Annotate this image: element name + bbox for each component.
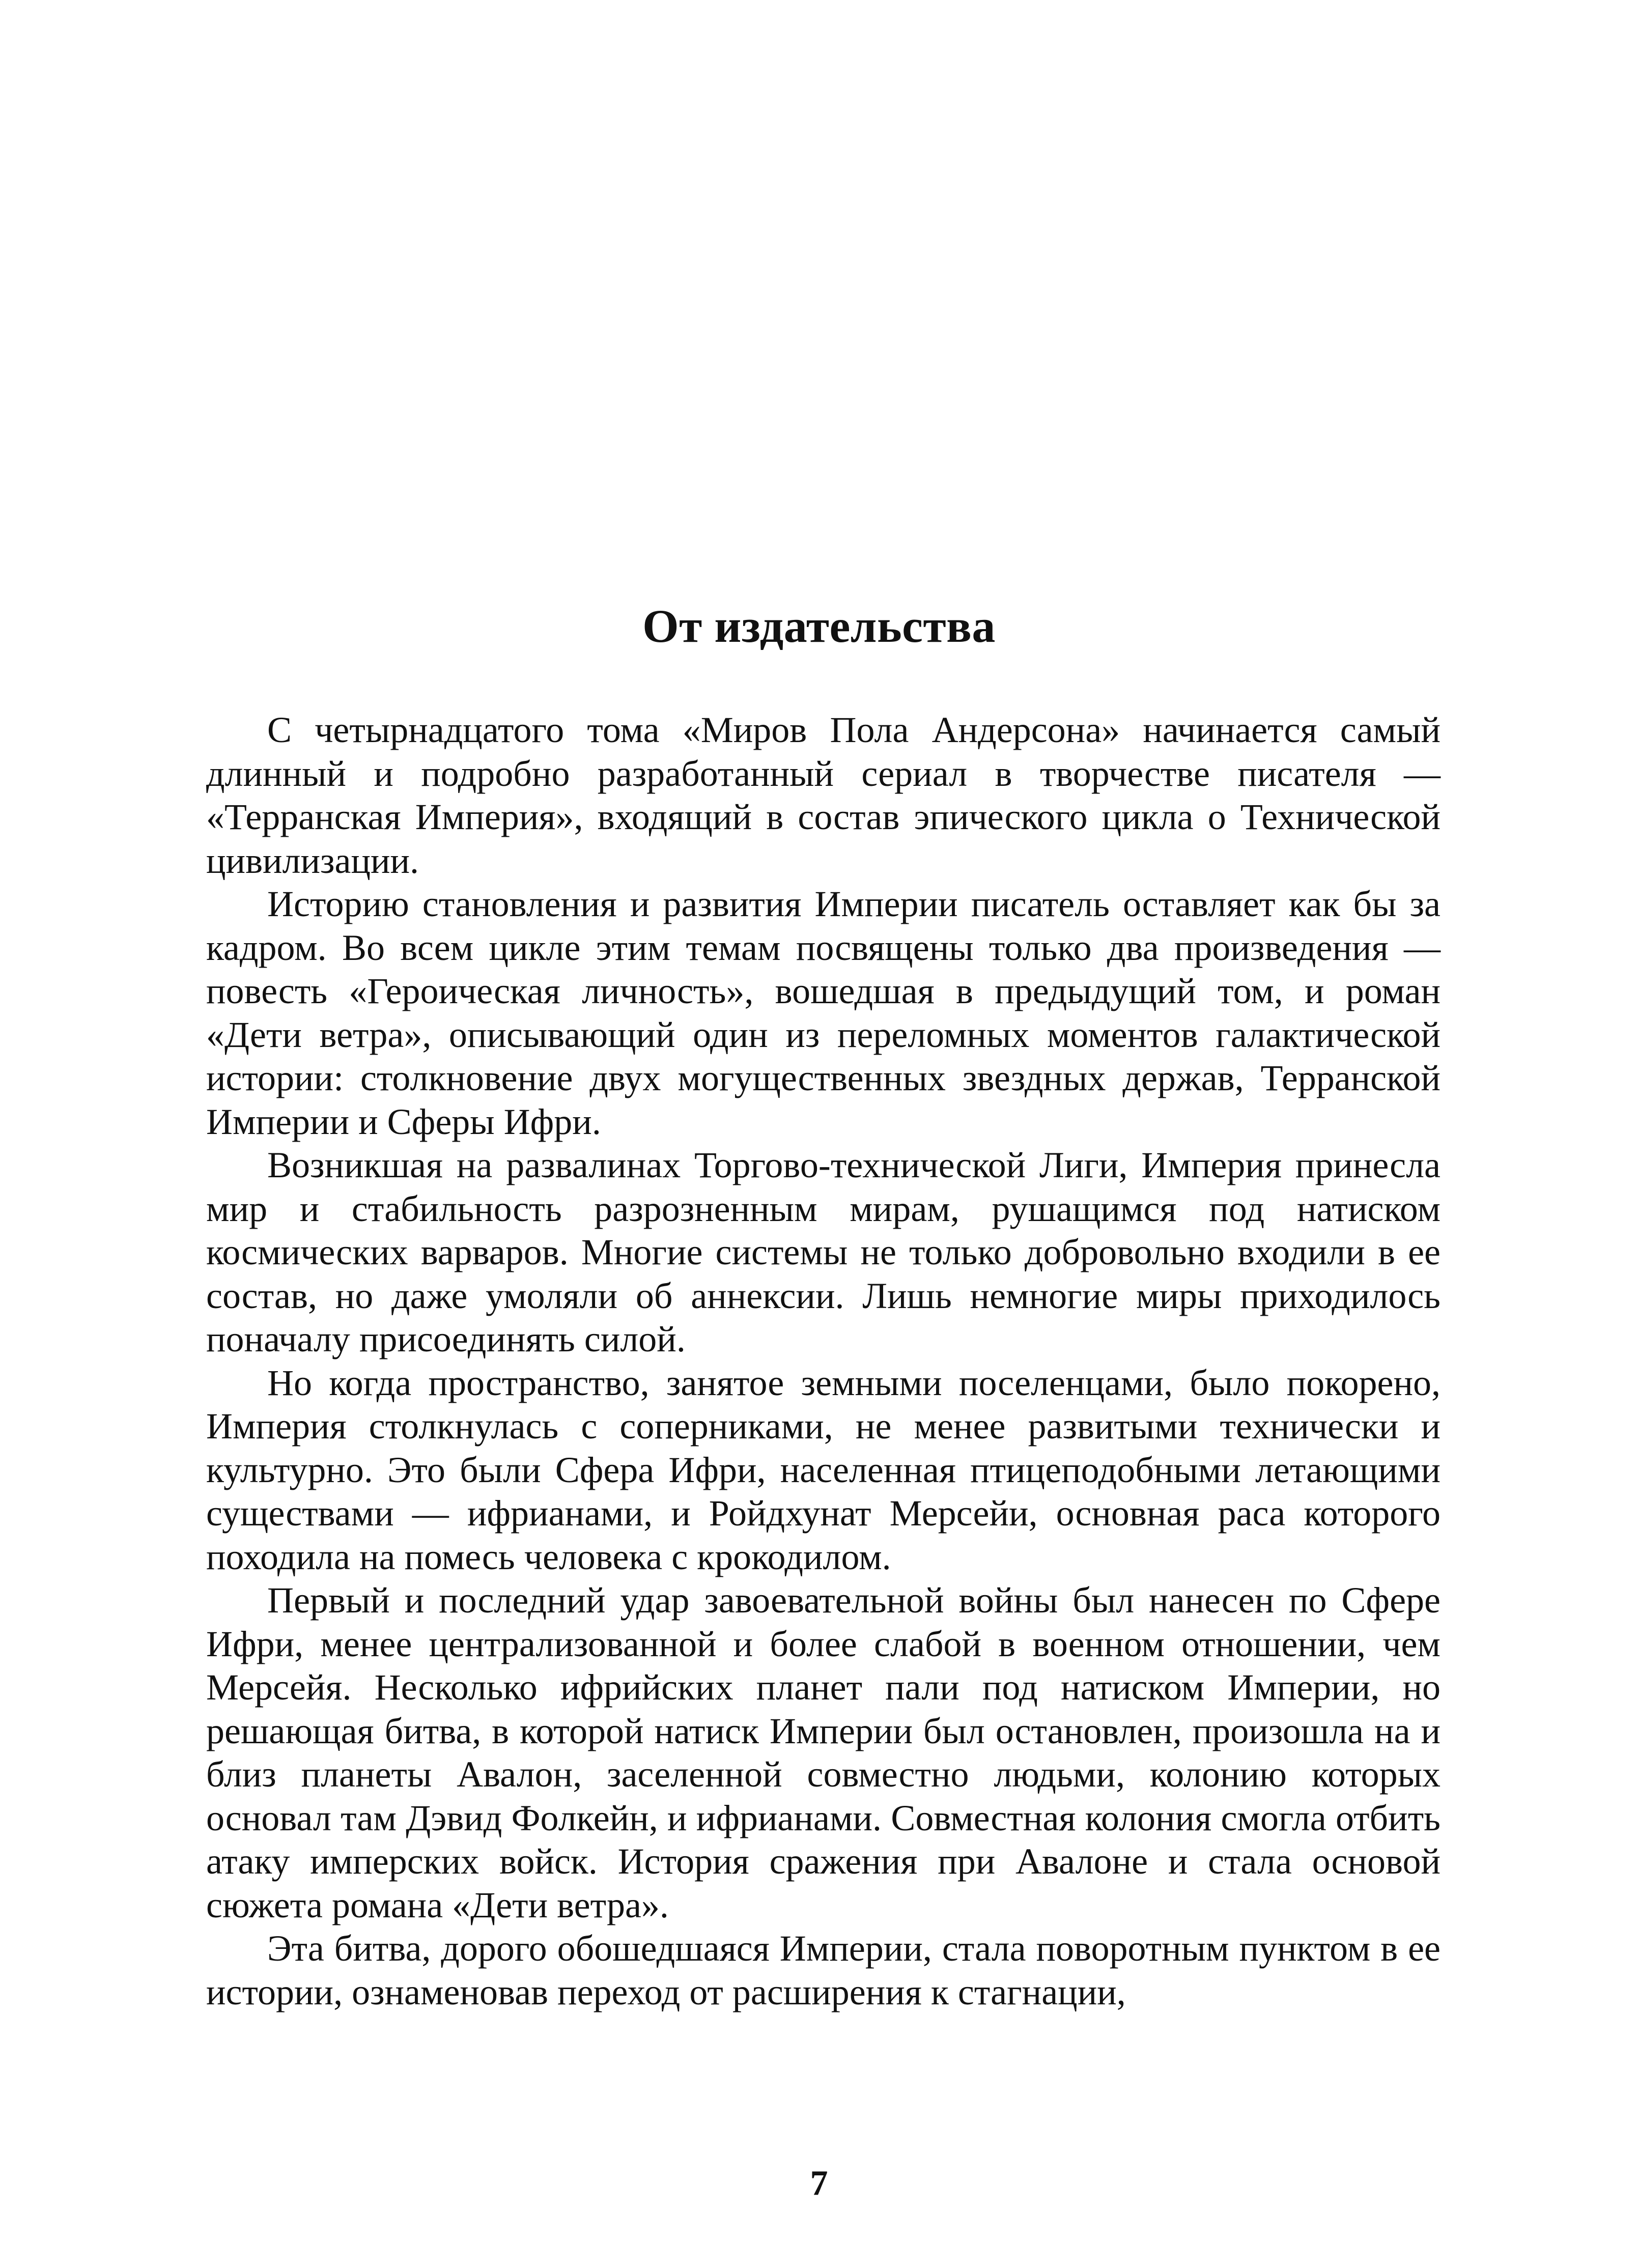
page-title: От издательства: [642, 600, 996, 652]
paragraph-3: Возникшая на развалинах Торгово-технической Лиги, Империя принесла мир и стабильность разрозненным мирам, рушащимся под натиском космических варваров. Многие системы не только добровольно входили в ее состав, но даже умоляли об аннексии. Лишь немногие миры приходилось поначалу присоединять силой.: [206, 1145, 1441, 1359]
paragraph-1: С четырнадцатого тома «Миров Пола Андерсона» начинается самый длинный и подробно разработанный сериал в творчестве писателя — «Терранская Империя», входящий в состав эпического цикла о Технической цивилизации.: [206, 710, 1441, 881]
body-text: [206, 708, 1441, 2014]
page-number: 7: [810, 2164, 828, 2203]
paragraph-2: Историю становления и развития Империи писатель оставляет как бы за кадром. Во всем цикле этим темам посвящены только два произведения — повесть «Героическая личность», вошедшая в предыдущий том, и роман «Дети ветра», описывающий один из переломных моментов галактической истории: столкновение двух могущественных звездных держав, Терранской Империи и Сферы Ифри.: [206, 884, 1441, 1142]
paragraph-6: Эта битва, дорого обошедшаяся Империи, стала поворотным пунктом в ее истории, ознаменовав переход от расширения к стагнации,: [206, 1928, 1441, 2012]
paragraph-5: Первый и последний удар завоевательной войны был нанесен по Сфере Ифри, менее централизованной и более слабой в военном отношении, чем Мерсейя. Несколько ифрийских планет пали под натиском Империи, но решающая битва, в которой натиск Империи был остановлен, произошла на и близ планеты Авалон, заселенной совместно людьми, колонию которых основал там Дэвид Фолкейн, и ифрианами. Совместная колония смогла отбить атаку имперских войск. История сражения при Авалоне и стала основой сюжета романа «Дети ветра».: [206, 1580, 1441, 1925]
paragraph-4: Но когда пространство, занятое земными поселенцами, было покорено, Империя столкнулась с соперниками, не менее развитыми технически и культурно. Это были Сфера Ифри, населенная птицеподобными летающими существами — ифрианами, и Ройдхунат Мерсейи, основная раса которого походила на помесь человека с крокодилом.: [206, 1362, 1441, 1577]
